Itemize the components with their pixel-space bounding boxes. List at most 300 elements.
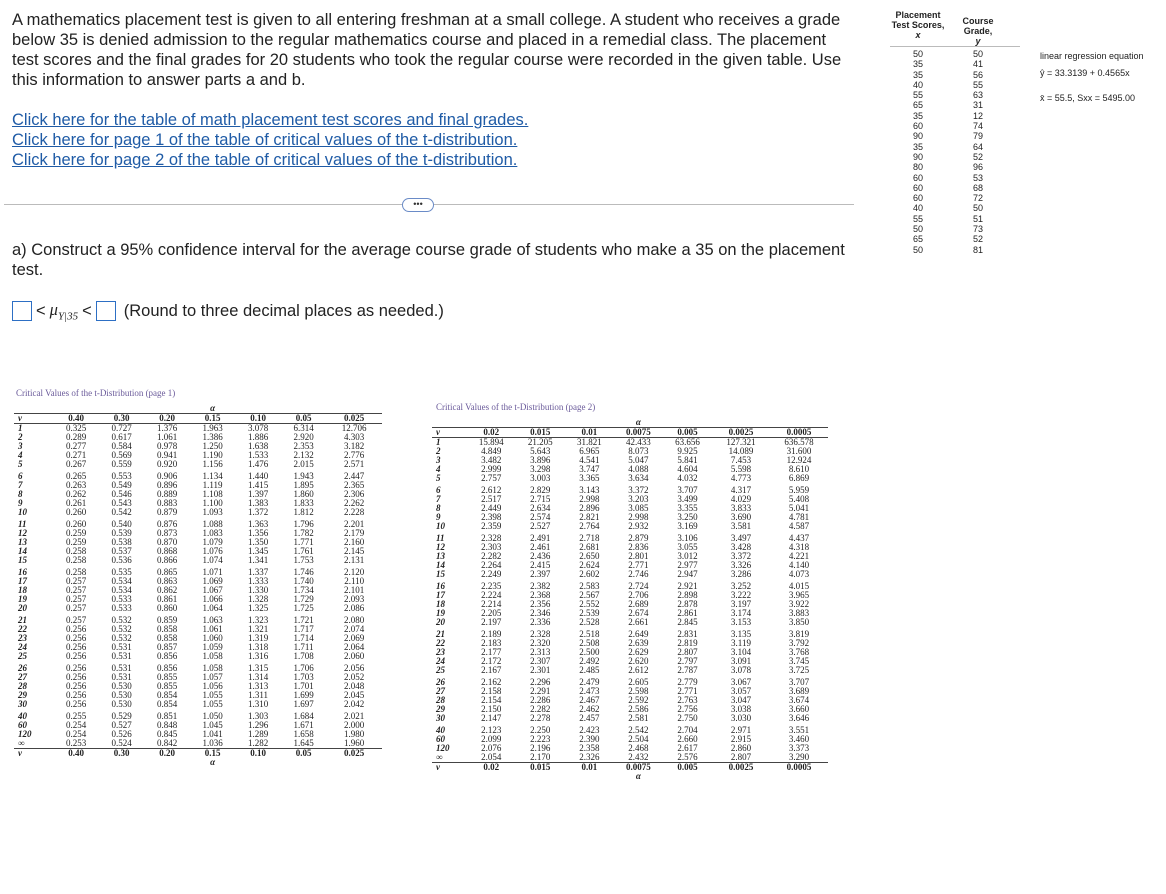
value-cell: 1.697 — [293, 699, 314, 709]
more-button[interactable]: ••• — [402, 198, 434, 212]
less-than-symbol: < — [36, 301, 46, 320]
value-cell: 2.086 — [344, 603, 365, 613]
value-cell: 1.746 — [293, 567, 314, 577]
df-cell: 25 — [436, 665, 445, 675]
df-cell: 27 — [436, 686, 445, 696]
df-cell: 29 — [18, 690, 27, 700]
df-cell: 10 — [436, 521, 445, 531]
scores-row — [888, 162, 1028, 172]
nu-header: ν — [14, 414, 53, 424]
value-cell: 2.000 — [344, 720, 365, 730]
value-cell: 2.436 — [530, 551, 551, 561]
value-cell: 1.638 — [247, 441, 269, 451]
value-cell: 0.906 — [156, 471, 178, 481]
scores-row — [888, 234, 1028, 244]
scores-row — [888, 59, 1028, 69]
value-cell: 2.110 — [344, 576, 365, 586]
value-cell: 0.258 — [65, 567, 87, 577]
df-cell: 19 — [436, 608, 445, 618]
value-cell: 1.833 — [293, 498, 314, 508]
value-cell: 5.959 — [788, 485, 810, 495]
alpha-footer: 0.02 — [467, 763, 516, 773]
value-cell: 0.845 — [156, 729, 178, 739]
value-cell: 4.773 — [730, 473, 752, 483]
value-cell: 1.303 — [247, 711, 269, 721]
value-cell: 2.359 — [481, 521, 502, 531]
value-cell: 0.534 — [111, 585, 132, 595]
value-cell: 1.333 — [247, 576, 269, 586]
df-cell: 26 — [18, 663, 27, 673]
alpha-footer: 0.05 — [281, 749, 327, 759]
value-cell: 1.311 — [248, 690, 269, 700]
value-cell: 0.257 — [65, 585, 87, 595]
score-y: 52 — [972, 234, 983, 245]
value-cell: 2.183 — [481, 638, 502, 648]
value-cell: 1.397 — [247, 489, 269, 499]
link-t-table-page-2[interactable]: Click here for page 2 of the table of critical values of the t-distribution. — [12, 151, 518, 169]
value-cell: 0.941 — [156, 450, 178, 460]
value-cell: 1.067 — [202, 585, 223, 595]
value-cell: 6.314 — [293, 423, 314, 433]
value-cell: 1.055 — [202, 690, 223, 700]
header-row — [14, 414, 382, 424]
value-cell: 2.320 — [530, 638, 551, 648]
value-cell: 3.169 — [677, 521, 698, 531]
value-cell: 0.256 — [65, 633, 87, 643]
alpha-footer: 0.15 — [190, 749, 236, 759]
scores-row — [888, 111, 1028, 121]
value-cell: 0.553 — [111, 471, 132, 481]
value-cell: 1.316 — [247, 651, 269, 661]
df-cell: 25 — [18, 651, 27, 661]
alpha-header: 0.05 — [281, 414, 327, 424]
score-y: 79 — [972, 131, 983, 142]
df-cell: 14 — [18, 546, 27, 556]
value-cell: 3.768 — [788, 647, 810, 657]
scores-row — [888, 121, 1028, 131]
value-cell: 2.500 — [579, 647, 600, 657]
value-cell: 4.088 — [628, 464, 649, 474]
value-cell: 6.965 — [579, 446, 600, 456]
regression-stats: x̄ = 55.5, Sxx = 5495.00 — [1040, 93, 1136, 103]
alpha-footer: 0.40 — [53, 749, 99, 759]
value-cell: 0.617 — [111, 432, 132, 442]
value-cell: 2.649 — [628, 629, 649, 639]
value-cell: 1.074 — [202, 555, 223, 565]
value-cell: 3.707 — [788, 677, 810, 687]
mu-symbol: $\mu_{Y|35}$ — [49, 300, 79, 323]
value-cell: 1.721 — [293, 615, 314, 625]
value-cell: 0.540 — [111, 519, 132, 529]
value-cell: 3.551 — [788, 725, 810, 735]
value-cell: 1.093 — [202, 507, 223, 517]
value-cell: 3.689 — [788, 686, 810, 696]
value-cell: 2.757 — [481, 473, 502, 483]
link-t-table-page-1[interactable]: Click here for page 1 of the table of critical values of the t-distribution. — [12, 131, 518, 149]
df-cell: 10 — [18, 507, 27, 517]
value-cell: 0.256 — [65, 663, 87, 673]
value-cell: 3.660 — [788, 704, 810, 714]
value-cell: 0.569 — [111, 450, 132, 460]
value-cell: 8.610 — [788, 464, 810, 474]
value-cell: 1.066 — [202, 594, 223, 604]
value-cell: 2.807 — [677, 647, 698, 657]
value-cell: 2.674 — [628, 608, 649, 618]
value-cell: 127.321 — [726, 437, 756, 447]
value-cell: 2.179 — [344, 528, 365, 538]
value-cell: 1.782 — [293, 528, 314, 538]
value-cell: 1.345 — [247, 546, 269, 556]
value-cell: 2.661 — [628, 617, 649, 627]
scores-row — [888, 173, 1028, 183]
value-cell: 2.398 — [481, 512, 502, 522]
value-cell: 3.091 — [730, 656, 752, 666]
value-cell: 1.134 — [202, 471, 223, 481]
value-cell: 1.415 — [247, 480, 269, 490]
value-cell: 0.865 — [156, 567, 178, 577]
df-cell: 11 — [18, 519, 27, 529]
value-cell: 0.530 — [111, 699, 132, 709]
blank-cell — [53, 758, 99, 767]
value-cell: 3.252 — [730, 581, 752, 591]
df-cell: 40 — [436, 725, 445, 735]
value-cell: 1.318 — [247, 642, 269, 652]
value-cell: 2.492 — [579, 656, 600, 666]
alpha-label: α — [210, 403, 216, 413]
value-cell: 3.182 — [344, 441, 365, 451]
value-cell: 5.047 — [628, 455, 649, 465]
t-table-1-grid — [14, 404, 382, 767]
value-cell: 2.508 — [579, 638, 600, 648]
value-cell: 1.734 — [293, 585, 314, 595]
value-cell: 2.750 — [677, 713, 698, 723]
value-cell: 1.061 — [202, 624, 223, 634]
df-cell: 7 — [18, 480, 23, 490]
link-scores-table[interactable]: Click here for the table of math placement test scores and final grades. — [12, 111, 529, 129]
value-cell: 2.282 — [481, 551, 502, 561]
value-cell: 2.629 — [628, 647, 649, 657]
value-cell: 1.895 — [293, 480, 314, 490]
value-cell: 2.196 — [530, 743, 551, 753]
value-cell: 1.476 — [247, 459, 269, 469]
value-cell: 2.583 — [579, 581, 600, 591]
value-cell: 4.604 — [677, 464, 698, 474]
value-cell: 3.078 — [247, 423, 269, 433]
df-cell: 60 — [18, 720, 27, 730]
value-cell: 1.963 — [202, 423, 223, 433]
df-cell: 9 — [436, 512, 441, 522]
value-cell: 1.064 — [202, 603, 223, 613]
footer-row — [432, 763, 828, 773]
value-cell: 1.337 — [247, 567, 269, 577]
value-cell: 0.538 — [111, 537, 132, 547]
value-cell: 1.341 — [247, 555, 269, 565]
value-cell: 3.326 — [730, 560, 752, 570]
value-cell: 5.598 — [730, 464, 752, 474]
table-row — [432, 570, 828, 579]
value-cell: 1.440 — [247, 471, 269, 481]
value-cell: 2.346 — [530, 608, 551, 618]
value-cell: 2.303 — [481, 542, 502, 552]
score-x: 60 — [912, 121, 923, 132]
value-cell: 42.433 — [626, 437, 651, 447]
value-cell: 0.526 — [111, 729, 132, 739]
t-table-1 — [14, 404, 382, 767]
value-cell: 3.497 — [730, 533, 752, 543]
value-cell: 0.260 — [65, 519, 87, 529]
df-cell: 15 — [436, 569, 445, 579]
header-x: Placement Test Scores, x — [891, 10, 945, 40]
df-cell: 8 — [18, 489, 23, 499]
value-cell: 2.415 — [530, 560, 551, 570]
round-note: (Round to three decimal places as needed.) — [123, 301, 444, 320]
value-cell: 3.143 — [579, 485, 600, 495]
df-cell: 3 — [18, 441, 23, 451]
alpha-footer: 0.30 — [99, 749, 145, 759]
upper-bound-input[interactable] — [96, 301, 116, 321]
alpha-label: α — [635, 417, 641, 427]
df-cell: 22 — [18, 624, 27, 634]
value-cell: 0.879 — [156, 507, 178, 517]
value-cell: 2.282 — [530, 704, 551, 714]
df-cell: 28 — [436, 695, 445, 705]
value-cell: 1.190 — [202, 450, 223, 460]
alpha-header: 0.10 — [235, 414, 281, 424]
value-cell: 2.214 — [481, 599, 502, 609]
value-cell: 0.256 — [65, 624, 87, 634]
score-x: 80 — [912, 162, 923, 173]
value-cell: 2.015 — [293, 459, 314, 469]
value-cell: 1.079 — [202, 537, 223, 547]
value-cell: 3.222 — [730, 590, 752, 600]
value-cell: 1.045 — [202, 720, 223, 730]
value-cell: 0.257 — [65, 615, 87, 625]
value-cell: 2.301 — [530, 665, 551, 675]
value-cell: 4.303 — [344, 432, 365, 442]
value-cell: 0.870 — [156, 537, 178, 547]
value-cell: 0.861 — [156, 594, 178, 604]
value-cell: 2.639 — [628, 638, 649, 648]
value-cell: 4.587 — [788, 521, 810, 531]
table-row — [14, 700, 382, 709]
score-y: 55 — [972, 79, 983, 90]
value-cell: 4.032 — [677, 473, 698, 483]
t-table-2-grid — [432, 418, 828, 781]
alpha-footer-row — [14, 758, 382, 767]
value-cell: 2.485 — [579, 665, 600, 675]
value-cell: 0.531 — [111, 651, 132, 661]
value-cell: 1.060 — [202, 633, 223, 643]
header-row — [432, 428, 828, 438]
regression-info — [1040, 48, 1144, 107]
scores-row — [888, 90, 1028, 100]
value-cell: 2.197 — [481, 617, 502, 627]
value-cell: 1.056 — [202, 681, 223, 691]
value-cell: 2.491 — [530, 533, 551, 543]
alpha-footer: 0.025 — [326, 749, 382, 759]
value-cell: 2.172 — [481, 656, 502, 666]
df-cell: 22 — [436, 638, 445, 648]
value-cell: 3.197 — [730, 599, 752, 609]
value-cell: 2.746 — [628, 569, 649, 579]
value-cell: 12.706 — [341, 423, 367, 433]
df-cell: 27 — [18, 672, 27, 682]
score-y: 56 — [972, 69, 983, 80]
score-y: 12 — [972, 110, 983, 121]
value-cell: 3.634 — [628, 473, 649, 483]
value-cell: 2.249 — [481, 569, 502, 579]
value-cell: 2.101 — [344, 585, 365, 595]
value-cell: 0.277 — [65, 441, 87, 451]
value-cell: 2.042 — [344, 699, 365, 709]
value-cell: 1.296 — [247, 720, 269, 730]
blank-cell — [235, 758, 281, 767]
value-cell: 0.531 — [111, 642, 132, 652]
value-cell: 2.223 — [530, 734, 551, 744]
scores-row — [888, 100, 1028, 110]
lower-bound-input[interactable] — [12, 301, 32, 321]
score-x: 90 — [912, 131, 923, 142]
value-cell: 2.123 — [481, 725, 502, 735]
value-cell: 2.763 — [677, 695, 698, 705]
value-cell: 2.704 — [677, 725, 698, 735]
value-cell: 0.256 — [65, 681, 87, 691]
value-cell: 3.203 — [628, 494, 649, 504]
value-cell: 1.860 — [293, 489, 314, 499]
scores-row — [888, 49, 1028, 59]
value-cell: 0.256 — [65, 651, 87, 661]
alpha-header: 0.005 — [663, 428, 712, 438]
value-cell: 0.860 — [156, 603, 178, 613]
value-cell: 0.549 — [111, 480, 132, 490]
nu-footer: ν — [432, 763, 467, 773]
value-cell: 1.330 — [247, 585, 269, 595]
blank-cell — [712, 772, 770, 781]
blank-cell — [144, 758, 190, 767]
table-row — [432, 666, 828, 675]
value-cell: 1.708 — [293, 651, 314, 661]
scores-row — [888, 142, 1028, 152]
value-cell: 1.315 — [247, 663, 269, 673]
df-cell: 30 — [18, 699, 27, 709]
value-cell: 1.725 — [293, 603, 314, 613]
value-cell: 3.298 — [530, 464, 551, 474]
value-cell: 3.067 — [730, 677, 752, 687]
value-cell: 2.620 — [628, 656, 649, 666]
blank-cell — [770, 772, 828, 781]
value-cell: 0.260 — [65, 507, 87, 517]
value-cell: 3.355 — [677, 503, 698, 513]
value-cell: 0.262 — [65, 489, 87, 499]
score-x: 55 — [912, 213, 923, 224]
df-cell: 5 — [436, 473, 441, 483]
scores-row — [888, 70, 1028, 80]
value-cell: 4.015 — [788, 581, 810, 591]
value-cell: 2.328 — [481, 533, 502, 543]
value-cell: 0.257 — [65, 594, 87, 604]
scores-table-body — [888, 49, 1028, 255]
value-cell: 3.883 — [788, 608, 810, 618]
value-cell: 1.761 — [293, 546, 314, 556]
value-cell: 2.076 — [481, 743, 502, 753]
df-cell: 24 — [436, 656, 445, 666]
value-cell: 2.306 — [344, 489, 365, 499]
value-cell: 2.278 — [530, 713, 551, 723]
value-cell: 15.894 — [478, 437, 504, 447]
value-cell: 1.753 — [293, 555, 314, 565]
value-cell: 0.253 — [65, 738, 87, 748]
value-cell: 2.571 — [344, 459, 365, 469]
value-cell: 2.467 — [579, 695, 600, 705]
value-cell: 2.457 — [579, 713, 600, 723]
value-cell: 0.254 — [65, 720, 87, 730]
alpha-footer: 0.005 — [663, 763, 712, 773]
value-cell: 1.701 — [293, 681, 314, 691]
scores-row — [888, 152, 1028, 162]
value-cell: 2.154 — [481, 695, 502, 705]
score-y: 74 — [972, 121, 983, 132]
value-cell: 636.578 — [784, 437, 814, 447]
alpha-header: 0.0075 — [614, 428, 663, 438]
value-cell: 5.041 — [788, 503, 810, 513]
value-cell: 1.036 — [202, 738, 223, 748]
value-cell: 2.307 — [530, 656, 551, 666]
value-cell: 1.684 — [293, 711, 314, 721]
value-cell: 3.833 — [730, 503, 752, 513]
value-cell: 3.078 — [730, 665, 752, 675]
value-cell: 2.365 — [344, 480, 365, 490]
value-cell: 4.317 — [730, 485, 752, 495]
value-cell: 3.365 — [579, 473, 600, 483]
value-cell: 2.581 — [628, 713, 649, 723]
value-cell: 0.257 — [65, 603, 87, 613]
value-cell: 0.258 — [65, 555, 87, 565]
value-cell: 0.263 — [65, 480, 87, 490]
value-cell: 4.221 — [788, 551, 810, 561]
df-cell: 9 — [18, 498, 23, 508]
value-cell: 4.437 — [788, 533, 810, 543]
value-cell: 0.532 — [111, 624, 132, 634]
value-cell: 2.313 — [530, 647, 551, 657]
value-cell: 0.920 — [156, 459, 178, 469]
value-cell: 0.254 — [65, 729, 87, 739]
df-cell: 29 — [436, 704, 445, 714]
value-cell: 2.368 — [530, 590, 551, 600]
value-cell: 3.373 — [788, 743, 810, 753]
value-cell: 2.920 — [293, 432, 314, 442]
table-row — [14, 652, 382, 661]
score-x: 60 — [912, 172, 923, 183]
table-row — [432, 522, 828, 531]
value-cell: 4.140 — [788, 560, 810, 570]
table-row — [14, 508, 382, 517]
value-cell: 2.977 — [677, 560, 698, 570]
value-cell: 0.259 — [65, 528, 87, 538]
value-cell: 2.056 — [344, 663, 365, 673]
score-y: 64 — [972, 141, 983, 152]
value-cell: 2.054 — [481, 752, 502, 762]
value-cell: 3.674 — [788, 695, 810, 705]
value-cell: 2.715 — [530, 494, 551, 504]
value-cell: 0.842 — [156, 738, 178, 748]
value-cell: 1.350 — [247, 537, 269, 547]
value-cell: 1.717 — [293, 624, 314, 634]
score-y: 53 — [972, 172, 983, 183]
value-cell: 3.290 — [788, 752, 810, 762]
scores-row — [888, 245, 1028, 255]
value-cell: 2.617 — [677, 743, 698, 753]
value-cell: 2.831 — [677, 629, 698, 639]
